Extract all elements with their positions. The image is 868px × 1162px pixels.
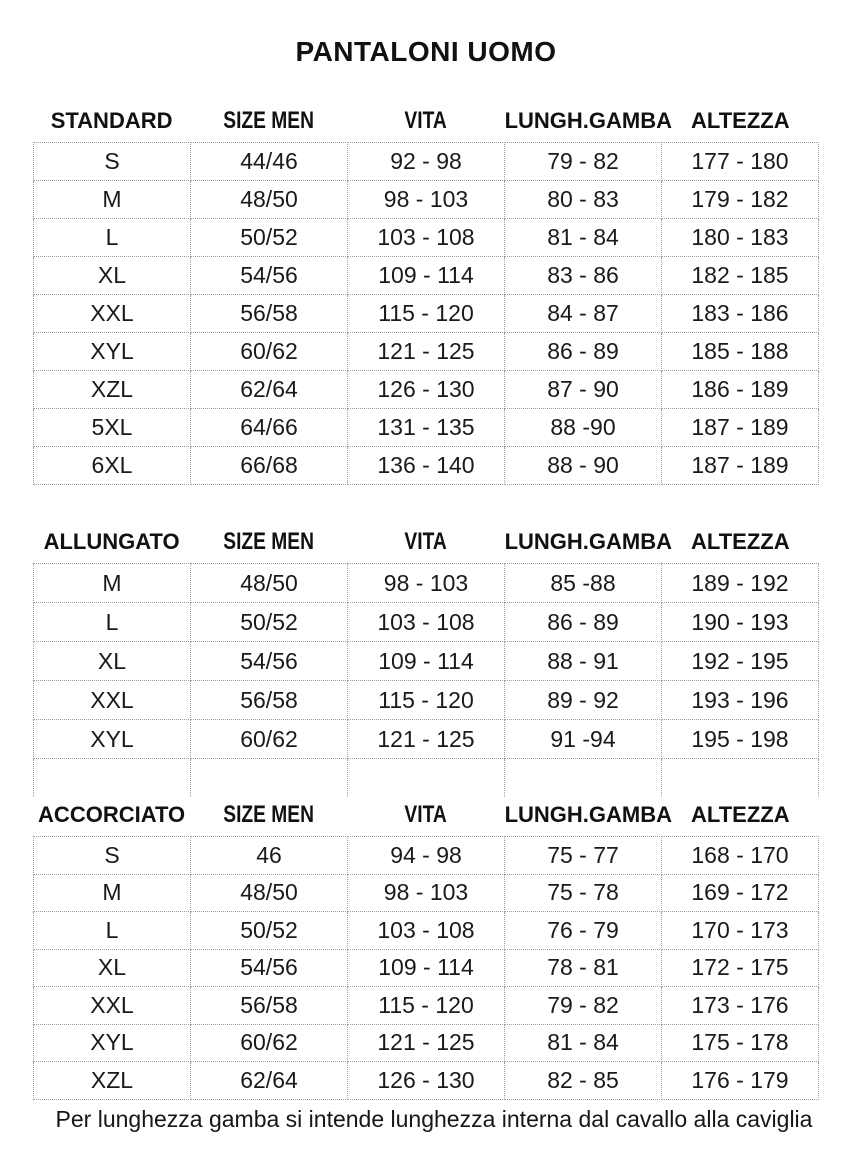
table-cell: 56/58 <box>191 295 348 333</box>
table-cell: XZL <box>34 371 191 409</box>
table-cell: 46 <box>191 837 348 875</box>
table-cell: 185 - 188 <box>662 333 819 371</box>
table-cell: 75 - 77 <box>505 837 662 875</box>
table-cell: 82 - 85 <box>505 1062 662 1100</box>
empty-table-cell <box>505 759 662 798</box>
column-header: STANDARD <box>50 108 173 133</box>
table-row <box>34 447 819 485</box>
table-cell: 126 - 130 <box>348 1062 505 1100</box>
table-cell: 62/64 <box>191 371 348 409</box>
table-row <box>34 143 819 181</box>
table-cell: 5XL <box>34 409 191 447</box>
table-cell: 62/64 <box>191 1062 348 1100</box>
table-cell: 66/68 <box>191 447 348 485</box>
size-table-header-row <box>33 108 819 134</box>
table-cell: 94 - 98 <box>348 837 505 875</box>
table-cell: 172 - 175 <box>662 949 819 987</box>
table-cell: 54/56 <box>191 949 348 987</box>
table-cell: 182 - 185 <box>662 257 819 295</box>
table-cell: 192 - 195 <box>662 642 819 681</box>
size-table-grid <box>33 142 819 485</box>
table-cell: 189 - 192 <box>662 564 819 603</box>
table-cell: M <box>34 181 191 219</box>
table-cell: 169 - 172 <box>662 874 819 912</box>
footer-note: Per lunghezza gamba si intende lunghezza interna dal cavallo alla caviglia <box>55 1105 813 1132</box>
table-cell: L <box>34 603 191 642</box>
table-cell: 115 - 120 <box>348 295 505 333</box>
table-cell: 183 - 186 <box>662 295 819 333</box>
table-cell: M <box>34 564 191 603</box>
table-cell: 103 - 108 <box>348 912 505 950</box>
table-cell: XYL <box>34 720 191 759</box>
table-cell: 109 - 114 <box>348 257 505 295</box>
table-cell: L <box>34 219 191 257</box>
table-cell: 98 - 103 <box>348 874 505 912</box>
table-cell: 50/52 <box>191 603 348 642</box>
column-header: LUNGH.GAMBA <box>504 529 672 554</box>
empty-table-cell <box>348 759 505 798</box>
table-cell: 89 - 92 <box>505 681 662 720</box>
table-cell: 92 - 98 <box>348 143 505 181</box>
column-header: VITA <box>404 107 448 134</box>
column-header: ALTEZZA <box>691 529 790 554</box>
size-table-allungato <box>33 529 819 797</box>
table-cell: 75 - 78 <box>505 874 662 912</box>
table-row <box>34 219 819 257</box>
size-table-header-row <box>33 802 819 828</box>
table-cell: 84 - 87 <box>505 295 662 333</box>
size-table-standard <box>33 108 819 485</box>
table-cell: M <box>34 874 191 912</box>
table-cell: 180 - 183 <box>662 219 819 257</box>
table-cell: 103 - 108 <box>348 603 505 642</box>
page-title: PANTALONI UOMO <box>295 36 557 67</box>
table-cell: 48/50 <box>191 181 348 219</box>
table-cell: 91 -94 <box>505 720 662 759</box>
table-cell: 79 - 82 <box>505 143 662 181</box>
table-cell: 81 - 84 <box>505 1024 662 1062</box>
table-cell: 121 - 125 <box>348 333 505 371</box>
table-row <box>34 1062 819 1100</box>
table-row <box>34 295 819 333</box>
table-cell: 109 - 114 <box>348 642 505 681</box>
table-cell: 60/62 <box>191 1024 348 1062</box>
table-cell: 187 - 189 <box>662 409 819 447</box>
table-cell: XL <box>34 257 191 295</box>
table-cell: 48/50 <box>191 564 348 603</box>
column-header: SIZE MEN <box>223 107 315 134</box>
table-row <box>34 257 819 295</box>
table-cell: 175 - 178 <box>662 1024 819 1062</box>
table-cell: 115 - 120 <box>348 681 505 720</box>
table-cell: 173 - 176 <box>662 987 819 1025</box>
table-cell: 131 - 135 <box>348 409 505 447</box>
table-cell: 187 - 189 <box>662 447 819 485</box>
table-cell: 190 - 193 <box>662 603 819 642</box>
table-cell: S <box>34 143 191 181</box>
table-cell: 50/52 <box>191 912 348 950</box>
table-cell: XZL <box>34 1062 191 1100</box>
table-row <box>34 720 819 759</box>
table-cell: 98 - 103 <box>348 564 505 603</box>
size-table-grid <box>33 836 819 1100</box>
table-cell: 79 - 82 <box>505 987 662 1025</box>
table-cell: 179 - 182 <box>662 181 819 219</box>
table-cell: 87 - 90 <box>505 371 662 409</box>
column-header: LUNGH.GAMBA <box>504 108 672 133</box>
table-cell: 56/58 <box>191 987 348 1025</box>
column-header: ACCORCIATO <box>38 802 186 827</box>
table-row <box>34 987 819 1025</box>
column-header: LUNGH.GAMBA <box>504 802 672 827</box>
table-cell: XXL <box>34 987 191 1025</box>
table-row <box>34 837 819 875</box>
table-cell: 85 -88 <box>505 564 662 603</box>
table-cell: 50/52 <box>191 219 348 257</box>
table-row <box>34 371 819 409</box>
table-cell: 60/62 <box>191 333 348 371</box>
table-row <box>34 181 819 219</box>
column-header: SIZE MEN <box>223 528 315 555</box>
empty-table-cell <box>662 759 819 798</box>
table-row <box>34 1024 819 1062</box>
table-row <box>34 949 819 987</box>
table-cell: 88 - 91 <box>505 642 662 681</box>
table-cell: XXL <box>34 681 191 720</box>
table-cell: 170 - 173 <box>662 912 819 950</box>
size-table-accorciato <box>33 802 819 1100</box>
size-table-grid <box>33 563 819 797</box>
table-cell: 60/62 <box>191 720 348 759</box>
table-cell: 176 - 179 <box>662 1062 819 1100</box>
table-cell: 121 - 125 <box>348 1024 505 1062</box>
table-row <box>34 642 819 681</box>
column-header: SIZE MEN <box>223 801 315 828</box>
table-cell: 83 - 86 <box>505 257 662 295</box>
table-cell: 76 - 79 <box>505 912 662 950</box>
table-cell: 121 - 125 <box>348 720 505 759</box>
empty-table-cell <box>34 759 191 798</box>
table-cell: 109 - 114 <box>348 949 505 987</box>
table-row <box>34 564 819 603</box>
table-cell: 126 - 130 <box>348 371 505 409</box>
table-cell: 136 - 140 <box>348 447 505 485</box>
column-header: ALLUNGATO <box>43 529 180 554</box>
table-cell: 98 - 103 <box>348 181 505 219</box>
table-cell: XL <box>34 642 191 681</box>
table-cell: XYL <box>34 333 191 371</box>
empty-table-cell <box>191 759 348 798</box>
table-cell: 81 - 84 <box>505 219 662 257</box>
table-cell: 115 - 120 <box>348 987 505 1025</box>
table-cell: XYL <box>34 1024 191 1062</box>
table-cell: 86 - 89 <box>505 603 662 642</box>
table-cell: 88 - 90 <box>505 447 662 485</box>
table-cell: 78 - 81 <box>505 949 662 987</box>
table-row <box>34 681 819 720</box>
table-row <box>34 603 819 642</box>
table-cell: 80 - 83 <box>505 181 662 219</box>
table-cell: 6XL <box>34 447 191 485</box>
table-cell: 64/66 <box>191 409 348 447</box>
column-header: VITA <box>404 528 448 555</box>
column-header: VITA <box>404 801 448 828</box>
table-cell: 193 - 196 <box>662 681 819 720</box>
table-row <box>34 912 819 950</box>
table-row <box>34 409 819 447</box>
table-cell: 54/56 <box>191 257 348 295</box>
table-cell: 195 - 198 <box>662 720 819 759</box>
table-row <box>34 874 819 912</box>
table-cell: 44/46 <box>191 143 348 181</box>
column-header: ALTEZZA <box>691 802 790 827</box>
table-cell: XL <box>34 949 191 987</box>
size-chart-page <box>33 0 819 1133</box>
size-table-header-row <box>33 529 819 555</box>
table-cell: 48/50 <box>191 874 348 912</box>
empty-table-row <box>34 759 819 798</box>
table-cell: L <box>34 912 191 950</box>
table-row <box>34 333 819 371</box>
table-cell: 56/58 <box>191 681 348 720</box>
table-cell: 103 - 108 <box>348 219 505 257</box>
table-cell: XXL <box>34 295 191 333</box>
table-cell: 88 -90 <box>505 409 662 447</box>
table-cell: 168 - 170 <box>662 837 819 875</box>
table-cell: 177 - 180 <box>662 143 819 181</box>
table-cell: 54/56 <box>191 642 348 681</box>
table-cell: S <box>34 837 191 875</box>
table-cell: 186 - 189 <box>662 371 819 409</box>
table-cell: 86 - 89 <box>505 333 662 371</box>
column-header: ALTEZZA <box>691 108 790 133</box>
